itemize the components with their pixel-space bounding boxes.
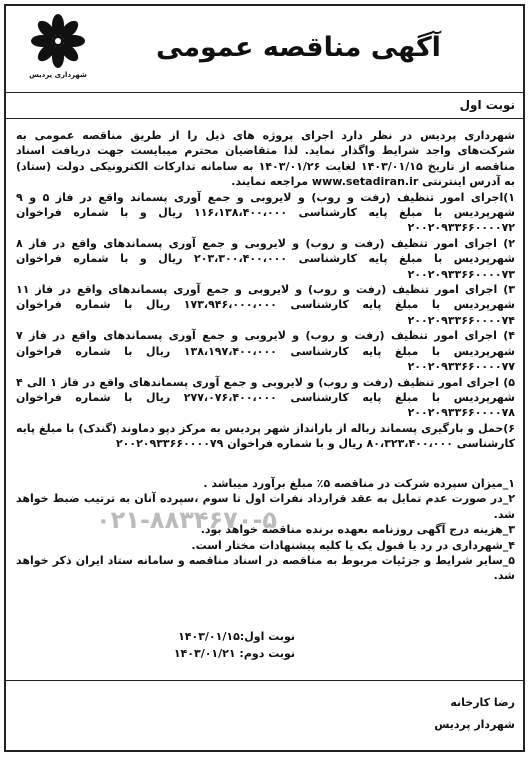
- note-item: ۳_هزینه درج آگهی روزنامه بعهده برنده مناقصه خواهد بود.: [200, 523, 515, 537]
- project-item: ۲) اجرای امور تنظیف (رفت و روب) و لایروبی و جمع آوری پسماندهای واقع در فاز ۸ شهرپردیس با مبلغ پایه کارشناسی ۲۰۳،۳۰۰،۴۰۰،۰۰۰ ریال و با شماره فراخوان ۲۰۰۲۰۹۳۳۶۶۰۰۰۰۷۳: [16, 236, 515, 281]
- first-round-date: نوبت اول:۱۴۰۳/۰۱/۱۵: [178, 630, 295, 643]
- note-item: ۵_سایر شرایط و جزئیات مربوط به مناقصه در اسناد مناقصه و سامانه ستاد ایران ذکر خواهد شد.: [16, 554, 515, 583]
- header-divider: [6, 92, 523, 93]
- notice-frame: [4, 4, 525, 752]
- note-item: ۲_در صورت عدم تمایل به عقد قرارداد نفرات اول تا سوم ،سپرده آنان به ترتیب ضبط خواهد شد.: [16, 492, 515, 521]
- project-item: ۶)حمل و بارگیری پسماند زباله از بارانداز شهر پردیس به مرکز دپو دماوند (گندک) با مبلغ پایه کارشناسی ۸۰،۳۲۳،۴۰۰،۰۰۰ ریال و با شماره فراخوان ۲۰۰۲۰۹۳۳۶۶۰۰۰۰۷۹: [16, 421, 515, 451]
- signer-position: شهردار پردیس: [434, 718, 515, 731]
- page-title: آگهی مناقصه عمومی: [156, 32, 441, 63]
- note-item: ۴_شهرداری در رد یا قبول یک یا کلیه پیشنهادات مختار است.: [191, 538, 515, 552]
- logo-text: شهرداری پردیس: [29, 71, 87, 79]
- municipality-logo: [22, 12, 94, 90]
- header: [6, 6, 523, 92]
- project-item: ۱)اجرای امور تنظیف (رفت و روب) و لایروبی و جمع آوری پسماند واقع در فاز ۵ و ۹ شهرپردیس با مبلغ پایه کارشناسی ۱۱۶،۱۳۸،۴۰۰،۰۰۰ ریال و با شماره فراخوان ۲۰۰۲۰۹۳۳۶۶۰۰۰۰۷۲: [16, 190, 516, 235]
- intro-paragraph: [16, 128, 515, 190]
- website-link[interactable]: www.setadiran.ir: [311, 175, 419, 189]
- signature-divider: [6, 680, 523, 681]
- flower-logo-icon: [29, 12, 87, 70]
- publish-dates: [174, 628, 295, 662]
- second-round-date: نوبت دوم: ۱۴۰۳/۰۱/۲۱: [173, 647, 295, 660]
- notice-body: [16, 128, 515, 452]
- project-item: ۳) اجرای امور تنظیف (رفت و روب) و لایروبی و جمع آوری پسماندهای واقع در فاز ۱۱ شهرپردیس با مبلغ پایه کارشناسی ۱۷۳،۹۴۶،۰۰۰،۰۰۰ ریال با شماره فراخوان ۲۰۰۲۰۹۳۳۶۶۰۰۰۰۷۴: [16, 283, 515, 327]
- intro-text: شهرداری پردیس در نظر دارد اجرای پروژه های ذیل را از طریق مناقصه عمومی به شرکت‌های واجد شرایط واگذار نماید. لذا متقاضیان محترم میبایست جهت دریافت اسناد مناقصه از تاریخ ۱۴۰۳/۰۱/۱۵ لغایت ۱۴۰۳/۰۱/۲۶ به سامانه تدارکات الکترونیکی دولت (ستاد) به آدرس اینترنتی: [16, 129, 516, 189]
- note-item: ۱_میزان سپرده شرکت در مناقصه ۵٪ مبلغ برآورد میباشد .: [203, 477, 515, 490]
- signer-name: رضا کارخانه: [450, 696, 515, 709]
- phone-watermark: ۰۲۱-۸۸۳۴۶۷۰-۵: [96, 506, 278, 534]
- project-item: ۵) اجرای امور تنظیف (رفت و روب) و لایروبی و جمع آوری پسماندهای واقع در فاز ۱ الی ۴ شهرپردیس با مبلغ پایه کارشناسی ۲۷۷،۰۷۶،۴۰۰،۰۰۰ ریال با شماره فراخوان ۲۰۰۲۰۹۳۳۶۶۰۰۰۰۷۸: [16, 375, 515, 420]
- project-item: ۴) اجرای امور تنظیف (رفت و روب) و لایروبی و جمع آوری پسماندهای واقع در فاز ۷ شهرپردیس با مبلغ پایه کارشناسی ۱۳۸،۱۹۷،۴۰۰،۰۰۰ ریال با شماره فراخوان ۲۰۰۲۰۹۳۳۶۶۰۰۰۰۷۷: [16, 329, 515, 374]
- round-divider: [6, 118, 523, 119]
- signature-block: [434, 692, 515, 736]
- round-label: نوبت اول: [459, 98, 515, 112]
- notes-list: [16, 476, 515, 584]
- intro-end: مراجعه نمایند.: [231, 175, 309, 189]
